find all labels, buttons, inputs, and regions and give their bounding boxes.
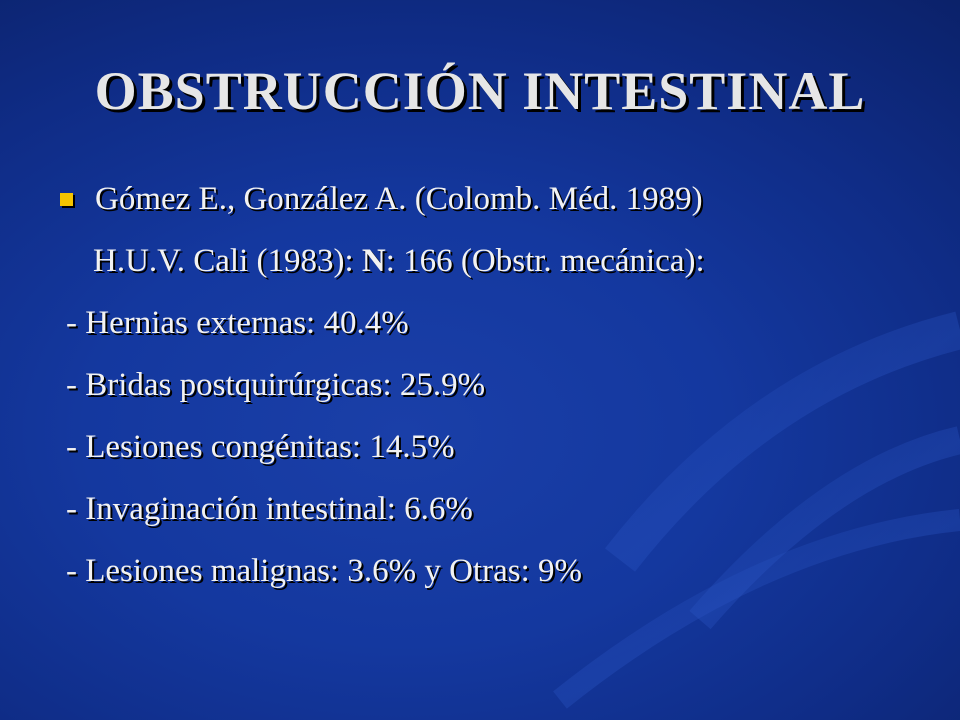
study-n-label: N [361, 243, 386, 279]
study-line [93, 240, 705, 282]
square-bullet-icon [60, 193, 73, 206]
list-item: - Lesiones malignas: 3.6% y Otras: 9% [66, 553, 582, 589]
list-item: - Bridas postquirúrgicas: 25.9% [66, 367, 486, 403]
study-suffix: : 166 (Obstr. mecánica): [385, 243, 705, 279]
slide-title: OBSTRUCCIÓN INTESTINAL [94, 61, 866, 121]
list-item: - Hernias externas: 40.4% [66, 305, 409, 341]
reference-line: Gómez E., González A. (Colomb. Méd. 1989) [95, 181, 703, 217]
list-item: - Invaginación intestinal: 6.6% [66, 491, 473, 527]
list-item: - Lesiones congénitas: 14.5% [66, 429, 455, 465]
study-prefix: H.U.V. Cali (1983): [93, 243, 362, 279]
